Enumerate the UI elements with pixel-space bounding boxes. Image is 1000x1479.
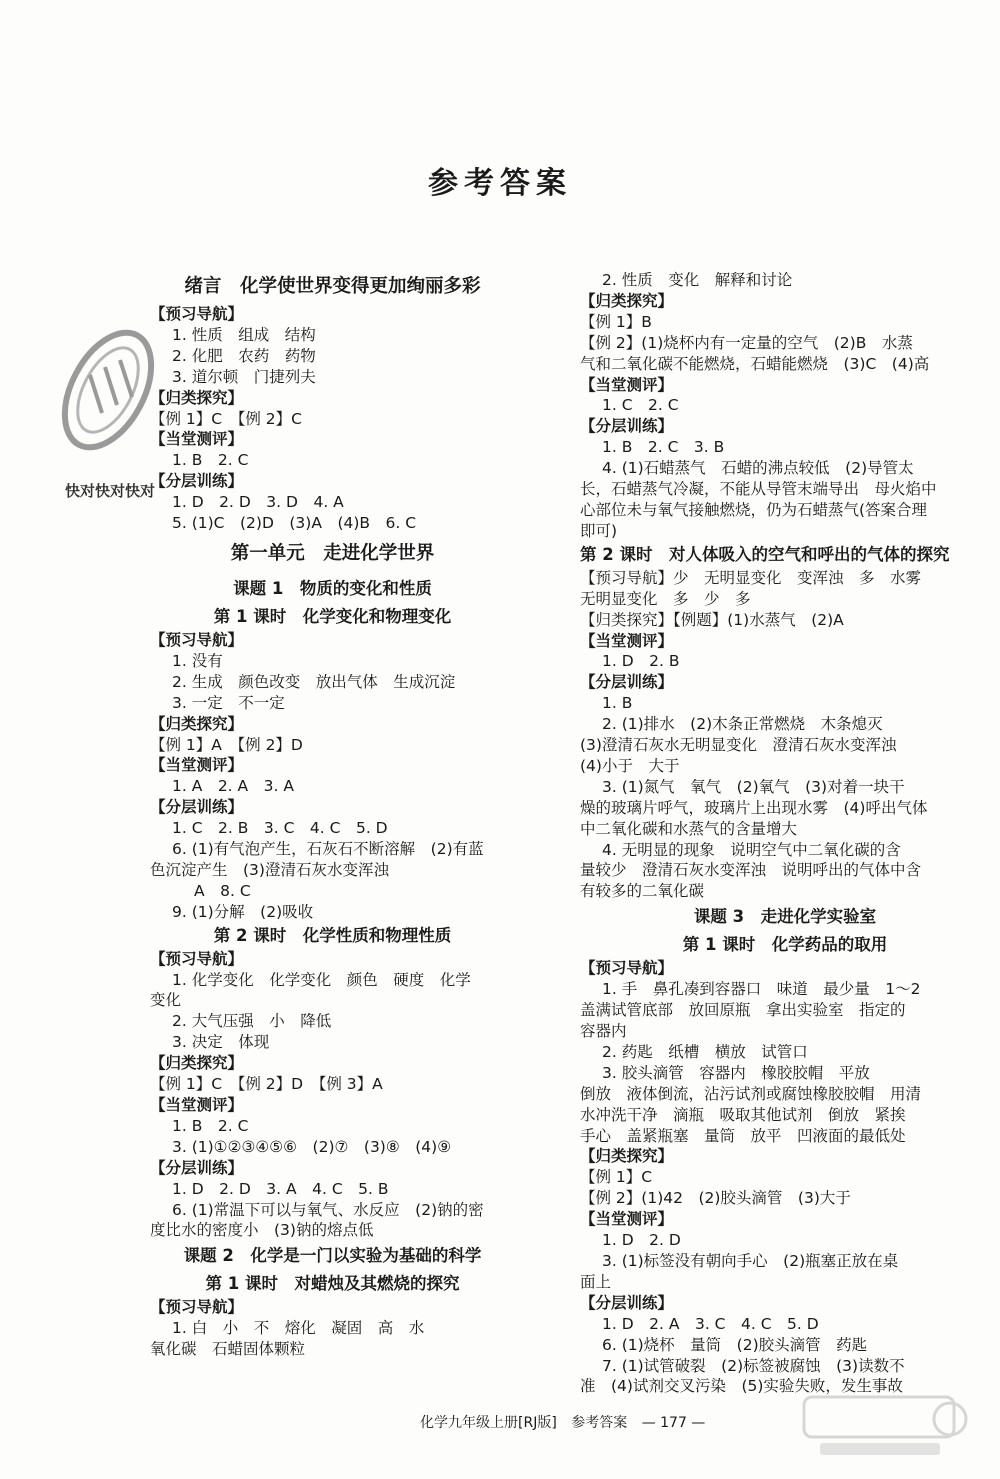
answer-line: 【例 1】C <box>580 1168 653 1187</box>
answer-line: (4)小于 大于 <box>580 756 680 775</box>
section-tag: 【分层训练】 <box>580 1293 674 1312</box>
answer-line: 【例 1】C 【例 2】D 【例 3】A <box>150 1075 383 1094</box>
section-tag: 【归类探究】 <box>150 388 244 407</box>
answer-line: 即可) <box>580 521 618 540</box>
topic-heading: 课题 3 走进化学实验室 <box>693 907 877 927</box>
right-column <box>580 270 990 1397</box>
answer-line: 1. A 2. A 3. A <box>172 777 294 796</box>
answer-line: 1. D 2. B <box>602 652 680 671</box>
lesson-heading: 第 2 课时 对人体吸入的空气和呼出的气体的探究 <box>580 544 950 564</box>
answer-line: 【例 2】(1)42 (2)胶头滴管 (3)大于 <box>580 1189 851 1208</box>
section-tag: 【分层训练】 <box>150 798 244 817</box>
answer-line: 6. (1)有气泡产生，石灰石不断溶解 (2)有蓝 <box>172 840 484 859</box>
section-tag: 【当堂测评】 <box>150 756 244 775</box>
lesson-heading: 第 1 课时 化学药品的取用 <box>682 935 888 955</box>
answer-line: 手心 盖紧瓶塞 量筒 放平 凹液面的最低处 <box>580 1126 906 1145</box>
answer-line: 水冲洗干净 滴瓶 吸取其他试剂 倒放 紧挨 <box>580 1105 906 1124</box>
answer-line: 色沉淀产生 (3)澄清石灰水变浑浊 <box>150 860 389 879</box>
answer-line: 4. 无明显的现象 说明空气中二氧化碳的含 <box>602 840 901 859</box>
answer-line: 4. (1)石蜡蒸气 石蜡的沸点较低 (2)导管太 <box>602 459 914 478</box>
answer-line: 1. 手 鼻孔凑到容器口 味道 最少量 1～2 <box>602 980 921 999</box>
section-tag: 【当堂测评】 <box>150 1096 244 1114</box>
answer-line: 【例 1】A 【例 2】D <box>150 735 303 754</box>
answer-line: 1. B 2. C 3. B <box>602 438 725 457</box>
answer-line: 有较多的二氧化碳 <box>580 882 705 901</box>
answer-line: 【归类探究】【例题】(1)水蒸气 (2)A <box>580 610 844 629</box>
answer-line: 3. 胶头滴管 容器内 橡胶胶帽 平放 <box>602 1063 870 1082</box>
section-tag: 【归类探究】 <box>150 714 244 733</box>
answer-line: 【例 1】B <box>580 312 652 331</box>
answer-line: 中二氧化碳和水蒸气的含量增大 <box>580 819 798 838</box>
answer-line: (3)澄清石灰水无明显变化 澄清石灰水变浑浊 <box>580 736 897 755</box>
footer-book: 化学九年级上册[RJ版] <box>420 1415 557 1431</box>
section-tag: 【归类探究】 <box>150 1054 244 1073</box>
section-tag: 【分层训练】 <box>580 673 674 692</box>
answer-line: 1. 没有 <box>172 651 223 670</box>
section-tag: 【分层训练】 <box>580 417 674 436</box>
answer-line: 无明显变化 多 少 多 <box>580 589 751 608</box>
section-tag: 【预习导航】 <box>150 630 244 649</box>
section-tag: 【当堂测评】 <box>580 375 674 394</box>
answer-line: 3. (1)①②③④⑤⑥ (2)⑦ (3)⑧ (4)⑨ <box>172 1137 452 1156</box>
answer-line: 6. (1)常温下可以与氧气、水反应 (2)钠的密 <box>172 1200 484 1219</box>
answer-line: 1. D 2. D 3. D 4. A <box>172 493 344 512</box>
answer-line: 面上 <box>580 1272 612 1291</box>
answer-line: 3. (1)标签没有朝向手心 (2)瓶塞正放在桌 <box>602 1251 899 1270</box>
answer-line: 2. 药匙 纸槽 横放 试管口 <box>602 1042 808 1061</box>
answer-line: 1. B 2. C <box>172 1116 249 1135</box>
side-watermark-text: 快对快对快对 <box>65 482 156 500</box>
answer-line: 【例 1】C 【例 2】C <box>150 409 302 428</box>
answer-line: 2. 性质 变化 解释和讨论 <box>602 271 793 289</box>
answer-line: 3. 道尔顿 门捷列夫 <box>172 367 316 386</box>
section-tag: 【分层训练】 <box>150 1158 244 1177</box>
answer-line: 2. 生成 颜色改变 放出气体 生成沉淀 <box>172 672 456 691</box>
unit-heading: 第一单元 走进化学世界 <box>230 542 435 564</box>
answer-line: 1. B 2. C <box>172 451 249 470</box>
chapter-heading: 绪言 化学使世界变得更加绚丽多彩 <box>184 276 481 297</box>
answer-line: 氧化碳 石蜡固体颗粒 <box>150 1340 306 1359</box>
answer-line: 1. D 2. D <box>602 1231 681 1250</box>
answer-line: 1. C 2. C <box>602 396 679 415</box>
section-tag: 【归类探究】 <box>580 1147 674 1166</box>
answer-line: 1. 化学变化 化学变化 颜色 硬度 化学 <box>172 970 471 989</box>
section-tag: 【当堂测评】 <box>580 631 674 650</box>
answer-line: A 8. C <box>194 881 251 900</box>
answer-line: 1. C 2. B 3. C 4. C 5. D <box>172 819 388 838</box>
section-tag: 【归类探究】 <box>580 291 674 310</box>
answer-line: 盖满试管底部 放回原瓶 拿出实验室 指定的 <box>580 1001 906 1020</box>
footer-page-number: — 177 — <box>641 1415 706 1431</box>
answer-line: 心部位未与氧气接触燃烧，仍为石蜡蒸气(答案合理 <box>580 500 928 519</box>
lesson-heading: 第 1 课时 对蜡烛及其燃烧的探究 <box>205 1274 460 1294</box>
answer-line: 容器内 <box>580 1022 627 1040</box>
answer-line: 【例 2】(1)烧杯内有一定量的空气 (2)B 水蒸 <box>580 333 913 352</box>
answer-line: 度比水的密度小 (3)钠的熔点低 <box>150 1221 374 1240</box>
page-title: 参考答案 <box>428 166 572 201</box>
answer-line: 变化 <box>150 991 182 1010</box>
answer-line: 长，石蜡蒸气冷凝，不能从导管末端导出 母火焰中 <box>580 480 937 499</box>
answer-line: 准 (4)试剂交叉污染 (5)实验失败，发生事故 <box>580 1377 903 1396</box>
section-tag: 【预习导航】 <box>150 1298 244 1317</box>
answer-line: 3. 一定 不一定 <box>172 693 285 712</box>
answer-line: 气和二氧化碳不能燃烧，石蜡能燃烧 (3)C (4)高 <box>580 354 930 373</box>
answer-line: 1. 性质 组成 结构 <box>172 325 316 344</box>
answer-line: 燥的玻璃片呼气，玻璃片上出现水雾 (4)呼出气体 <box>580 798 928 817</box>
topic-heading: 课题 2 化学是一门以实验为基础的科学 <box>183 1246 482 1266</box>
section-tag: 【当堂测评】 <box>150 430 244 449</box>
answer-line: 2. 大气压强 小 降低 <box>172 1012 332 1031</box>
answer-line: 【预习导航】少 无明显变化 变浑浊 多 水雾 <box>580 568 922 587</box>
section-tag: 【分层训练】 <box>150 472 244 491</box>
topic-heading: 课题 1 物质的变化和性质 <box>233 578 432 598</box>
footer-section: 参考答案 <box>571 1415 628 1431</box>
answer-line: 3. 决定 体现 <box>172 1033 270 1052</box>
watermark-logo <box>800 1391 970 1461</box>
answer-line: 7. (1)试管破裂 (2)标签被腐蚀 (3)读数不 <box>602 1356 905 1375</box>
answer-line: 2. 化肥 农药 药物 <box>172 346 316 365</box>
answer-line: 6. (1)烧杯 量筒 (2)胶头滴管 药匙 <box>602 1335 868 1354</box>
answer-line: 1. D 2. D 3. A 4. C 5. B <box>172 1179 389 1198</box>
left-column <box>150 270 515 1360</box>
section-tag: 【预习导航】 <box>580 959 674 978</box>
answer-line: 倒放 液体倒流，沾污试剂或腐蚀橡胶胶帽 用清 <box>580 1084 922 1103</box>
section-tag: 【预习导航】 <box>150 949 244 968</box>
answer-line: 5. (1)C (2)D (3)A (4)B 6. C <box>172 514 417 533</box>
answer-line: 1. 白 小 不 熔化 凝固 高 水 <box>172 1319 425 1338</box>
answer-line: 3. (1)氮气 氧气 (2)氧气 (3)对着一块干 <box>602 777 905 796</box>
answer-line: 9. (1)分解 (2)吸收 <box>172 902 314 921</box>
section-tag: 【当堂测评】 <box>580 1210 674 1229</box>
answer-line: 2. (1)排水 (2)木条正常燃烧 木条熄灭 <box>602 715 883 734</box>
lesson-heading: 第 2 课时 化学性质和物理性质 <box>213 925 452 945</box>
answer-line: 量较少 澄清石灰水变浑浊 说明呼出的气体中含 <box>580 861 922 880</box>
lesson-heading: 第 1 课时 化学变化和物理变化 <box>213 606 452 626</box>
answer-line: 1. B <box>602 694 633 713</box>
section-tag: 【预习导航】 <box>150 305 244 323</box>
page-footer <box>420 1412 715 1432</box>
answer-line: 1. D 2. A 3. C 4. C 5. D <box>602 1314 819 1333</box>
